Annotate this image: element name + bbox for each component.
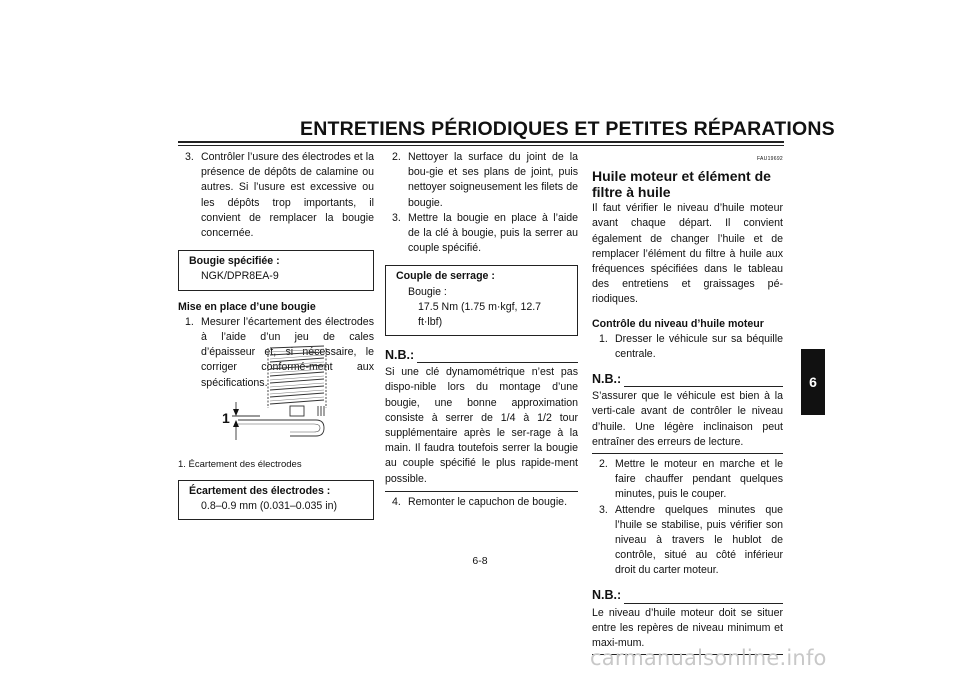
step-number: 1.	[185, 315, 194, 328]
note-end-rule	[385, 491, 578, 492]
step-text: Mettre la bougie en place à l’aide de la clé à bougie, puis la serrer au couple spécifié.	[408, 211, 578, 255]
step-3-check-level	[592, 503, 783, 579]
torque-sub-label: Bougie :	[408, 285, 447, 298]
check-heading: Contrôle du niveau d’huile moteur	[592, 317, 764, 330]
note-1-end-rule	[592, 453, 783, 454]
note-rule	[417, 352, 578, 363]
note-label: N.B.:	[592, 372, 622, 387]
torque-value: 17.5 Nm (1.75 m·kgf, 12.7 ft·lbf)	[418, 300, 542, 329]
step-text: Dresser le véhicule sur sa béquille centrale.	[615, 332, 783, 361]
note-2-text: Le niveau d’huile moteur doit se situer entre les repères de niveau minimum et maxi-mum.	[592, 606, 783, 650]
torque-label: Couple de serrage :	[396, 270, 495, 283]
note-1-header	[592, 372, 783, 387]
step-3-inspect	[178, 150, 374, 241]
title-rule-thin	[178, 145, 784, 146]
gap-spec-value: 0.8–0.9 mm (0.031–0.035 in)	[201, 500, 338, 513]
step-text: Contrôler l’usure des électrodes et la présence de dépôts de calamine ou autres. Si l’usure est excessive ou les dépôts trop importants, il convient de remplacer la bougie concernée.	[201, 151, 374, 240]
note-label: N.B.:	[592, 588, 622, 603]
note-1-text: S’assurer que le véhicule est bien à la verti-cale avant de contrôler le niveau d’huile. Une légère inclinaison peut entraîner des erreurs de lecture.	[592, 390, 783, 448]
step-number: 3.	[392, 211, 401, 224]
torque-spec-box	[385, 265, 578, 336]
note-text: Si une clé dynamométrique n’est pas dispo-nible lors du montage d’une bougie, une bonne approximation consiste à serrer de 1/4 à 1/2 tour supplémentaire après le ser-rage à la main. Il faudra toutefois serrer la bougie au couple spécifié le plus rapide-ment possible.	[385, 366, 578, 485]
note-header	[385, 348, 578, 363]
step-1-stand	[592, 332, 783, 362]
step-number: 2.	[599, 458, 608, 471]
spark-plug-spec-box	[178, 250, 374, 290]
title-rule	[178, 141, 784, 143]
step-number: 3.	[599, 503, 608, 516]
page-title: ENTRETIENS PÉRIODIQUES ET PETITES RÉPARATIONS	[300, 118, 835, 140]
install-heading: Mise en place d’une bougie	[178, 300, 316, 313]
spark-plug-figure	[210, 340, 340, 446]
note-rule	[624, 593, 783, 604]
step-text: Nettoyer la surface du joint de la bou-gie et ses plans de joint, puis nettoyer soigneusement les filets de bougie.	[408, 151, 578, 209]
figure-callout-1: 1	[222, 410, 230, 426]
reference-code: FAU19692	[756, 156, 783, 162]
figure-caption: 1. Écartement des électrodes	[178, 459, 302, 470]
step-text: Attendre quelques minutes que l’huile se stabilise, puis vérifier son niveau à travers le hublot de contrôle, situé au côté inférieur droit du carter moteur.	[615, 503, 783, 577]
column-2	[385, 150, 578, 510]
step-number: 2.	[392, 151, 401, 163]
gap-spec-container	[178, 480, 374, 520]
note-label: N.B.:	[385, 348, 415, 363]
step-number: 4.	[392, 495, 401, 508]
step-3-install	[385, 211, 578, 257]
spec-label: Bougie spécifiée :	[189, 255, 280, 268]
section-heading: Huile moteur et élément de filtre à huile	[592, 168, 771, 201]
note-rule	[624, 376, 783, 387]
spec-value: NGK/DPR8EA-9	[201, 270, 279, 283]
step-2-clean	[385, 150, 578, 211]
column-3	[592, 152, 783, 655]
step-text: Mettre le moteur en marche et le faire chauffer pendant quelques minutes, puis le couper.	[615, 458, 783, 501]
intro-paragraph: Il faut vérifier le niveau d’huile moteur avant chaque départ. Il convient également de changer l’huile et de remplacer l’élément du filtre à huile aux fréquences spécifiées dans le tableau des entretiens et graissages pé-riodiques.	[592, 202, 783, 306]
gap-spec-label: Écartement des électrodes :	[189, 485, 331, 497]
step-4-cap	[385, 495, 578, 510]
chapter-tab: 6	[801, 349, 825, 415]
electrode-gap-spec-box	[178, 480, 374, 520]
watermark: carmanualsonline.info	[590, 646, 827, 670]
step-number: 3.	[185, 151, 194, 163]
step-text: Remonter le capuchon de bougie.	[408, 495, 568, 508]
page-number: 6-8	[472, 555, 488, 567]
step-2-warm-engine	[592, 457, 783, 503]
spark-plug-gap-illustration	[210, 340, 340, 446]
note-2-header	[592, 589, 783, 604]
step-text: Mesurer l’écartement des électrodes à l’aide d’un jeu de cales d’épaisseur et, si nécessaire, le corriger conformé-ment aux spécifications.	[201, 315, 374, 389]
step-number: 1.	[599, 332, 608, 345]
